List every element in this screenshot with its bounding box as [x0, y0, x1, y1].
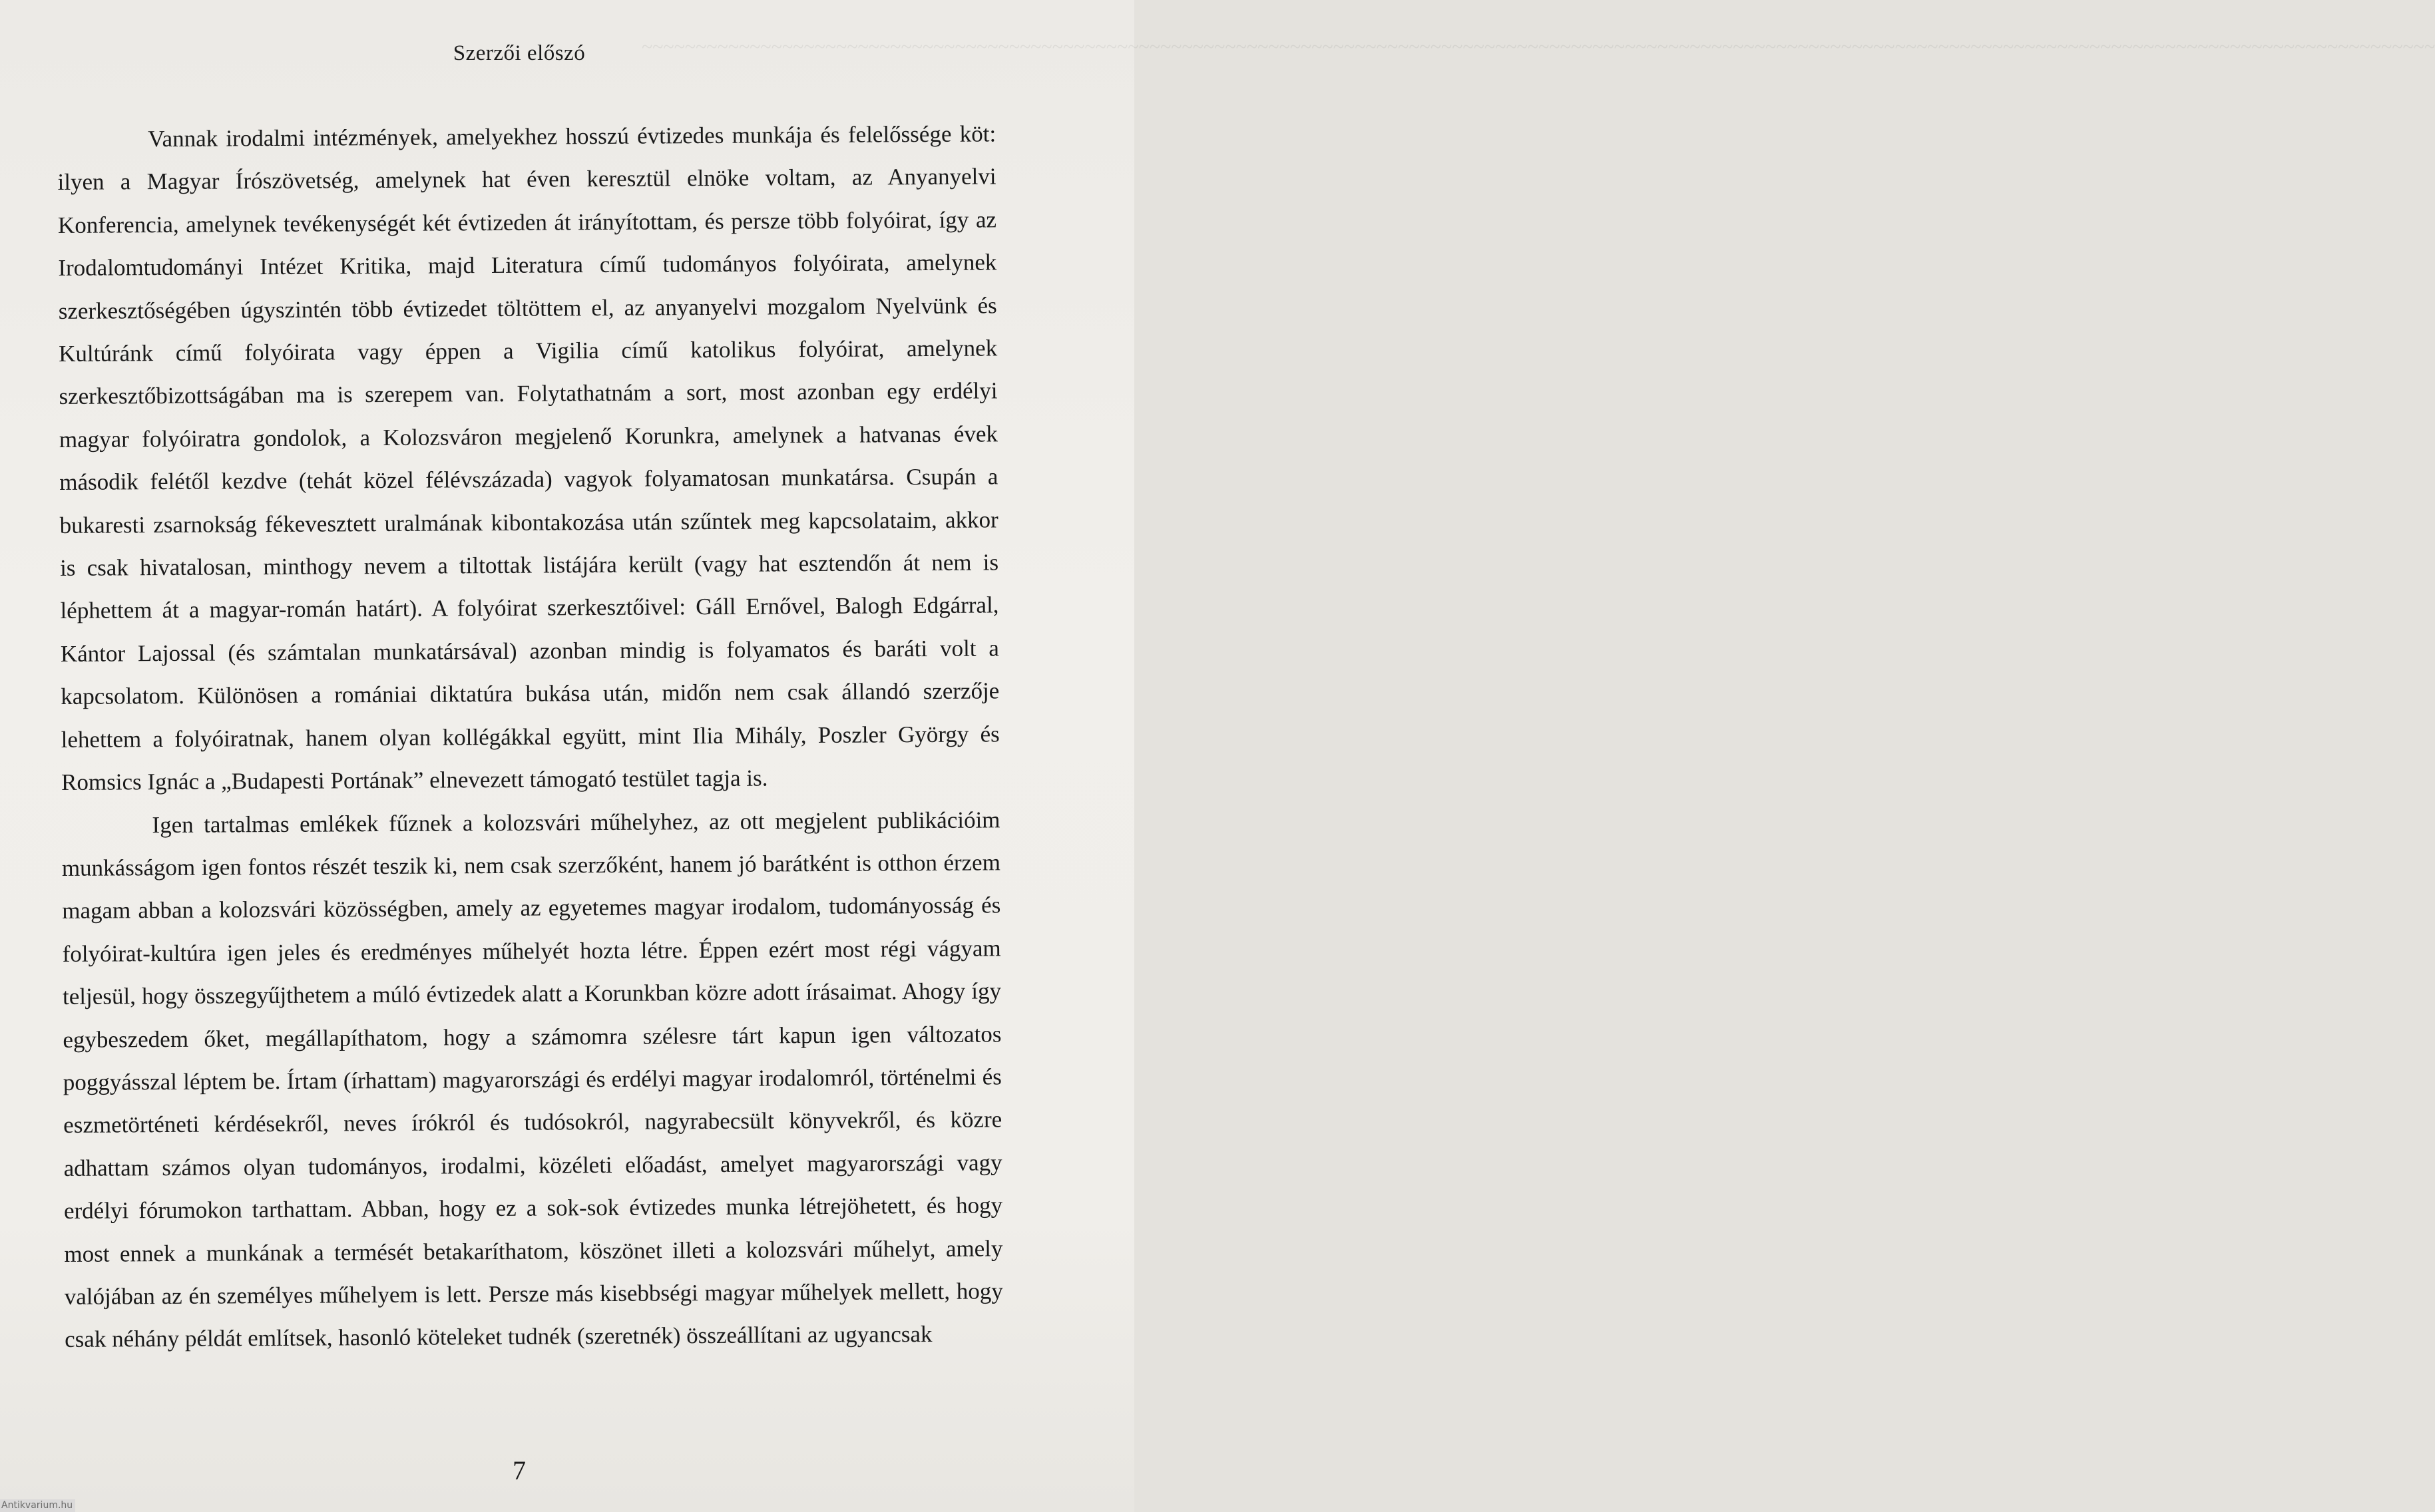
page-number: 7: [513, 1455, 526, 1485]
watermark-label: Antikvarium.hu: [0, 1499, 75, 1512]
paragraph-2: Igen tartalmas emlékek fűznek a kolozsvári műhelyhez, az ott megjelent publikációim munkásságom igen fontos részét teszik ki, nem csak szerzőként, hanem jó barátként is otthon érzem magam abban a kolozsvári közösségben, amely az egyetemes magyar irodalom, tudományosság és folyóirat-kultúra igen jeles és eredményes műhelyét hozta létre. Éppen ezért most régi vágyam teljesül, hogy összegyűjthetem a múló évtizedek alatt a Korunkban közre adott írásaimat. Ahogy így egybeszedem őket, megállapíthatom, hogy a számomra szélesre tárt kapun igen változatos poggyásszal léptem be. Írtam (írhattam) magyarországi és erdélyi magyar irodalomról, történelmi és eszmetörténeti kérdésekről, neves írókról és tudósokról, nagyrabecsült könyvekről, és közre adhattam számos olyan tudományos, irodalmi, közéleti előadást, amelyet magyarországi vagy erdélyi fórumokon tarthattam. Abban, hogy ez a sok-sok évtizedes munka létrejöhetett, és hogy most ennek a munkának a termését betakaríthatom, köszönet illeti a kolozsvári műhelyt, amely valójában az én személyes műhelyem is lett. Persze más kisebbségi magyar műhelyek mellett, hogy csak néhány példát említsek, hasonló köteleket tudnék (szeretnék) összeállítani az ugyancsak: [61, 806, 1003, 1353]
body-text: [57, 112, 1003, 1361]
paragraph-1: Vannak irodalmi intézmények, amelyekhez hosszú évtizedes munkája és felelőssége köt: ilyen a Magyar Írószövetség, amelynek hat éven keresztül elnöke voltam, az Anyanyelvi Konferencia, amelynek tevékenységét két évtizeden át irányítottam, és persze több folyóirat, így az Irodalomtudományi Intézet Kritika, majd Literatura című tudományos folyóirata, amelynek szerkesztőségében úgyszintén több évtizedet töltöttem el, az anyanyelvi mozgalom Nyelvünk és Kultúránk című folyóirata vagy éppen a Vigilia című katolikus folyóirat, amelynek szerkesztőbizottságában ma is szerepem van. Folytathatnám a sort, most azonban egy erdélyi magyar folyóiratra gondolok, a Kolozsváron megjelenő Korunkra, amelynek a hatvanas évek második felétől kezdve (tehát közel félévszázada) vagyok folyamatosan munkatársa. Csupán a bukaresti zsarnokság fékevesztett uralmának kibontakozása után szűntek meg kapcsolataim, akkor is csak hivatalosan, minthogy nevem a tiltottak listájára került (vagy hat esztendőn át nem is léphettem át a magyar-román határt). A folyóirat szerkesztőivel: Gáll Ernővel, Balogh Edgárral, Kántor Lajossal (és számtalan munkatársával) azonban mindig is folyamatos és baráti volt a kapcsolatom. Különösen a romániai diktatúra bukása után, midőn nem csak állandó szerzője lehettem a folyóiratnak, hanem olyan kollégákkal együtt, mint Ilia Mihály, Poszler György és Romsics Ignác a „Budapesti Portának” elnevezett támogató testület tagja is.: [57, 120, 1000, 796]
page-title: Szerzői előszó: [453, 41, 586, 65]
bleed-through-text: ~~~~~~~~~~~~~~~~~~~~~~~~~~~~~~~~~~~~~~~~~~~~~~~~~~~~~~~~~~~~~~~~~~~~~~~~~~~~~~~~~~~~~~~~~~~~~~~~~~~~~~~~~~~~~~~~~~~~~~~~~~~~~~~~~~~~~~~~~~~~~~~~~~~~~~~~~~~~~~~~~~~~~~: [642, 36, 2435, 58]
